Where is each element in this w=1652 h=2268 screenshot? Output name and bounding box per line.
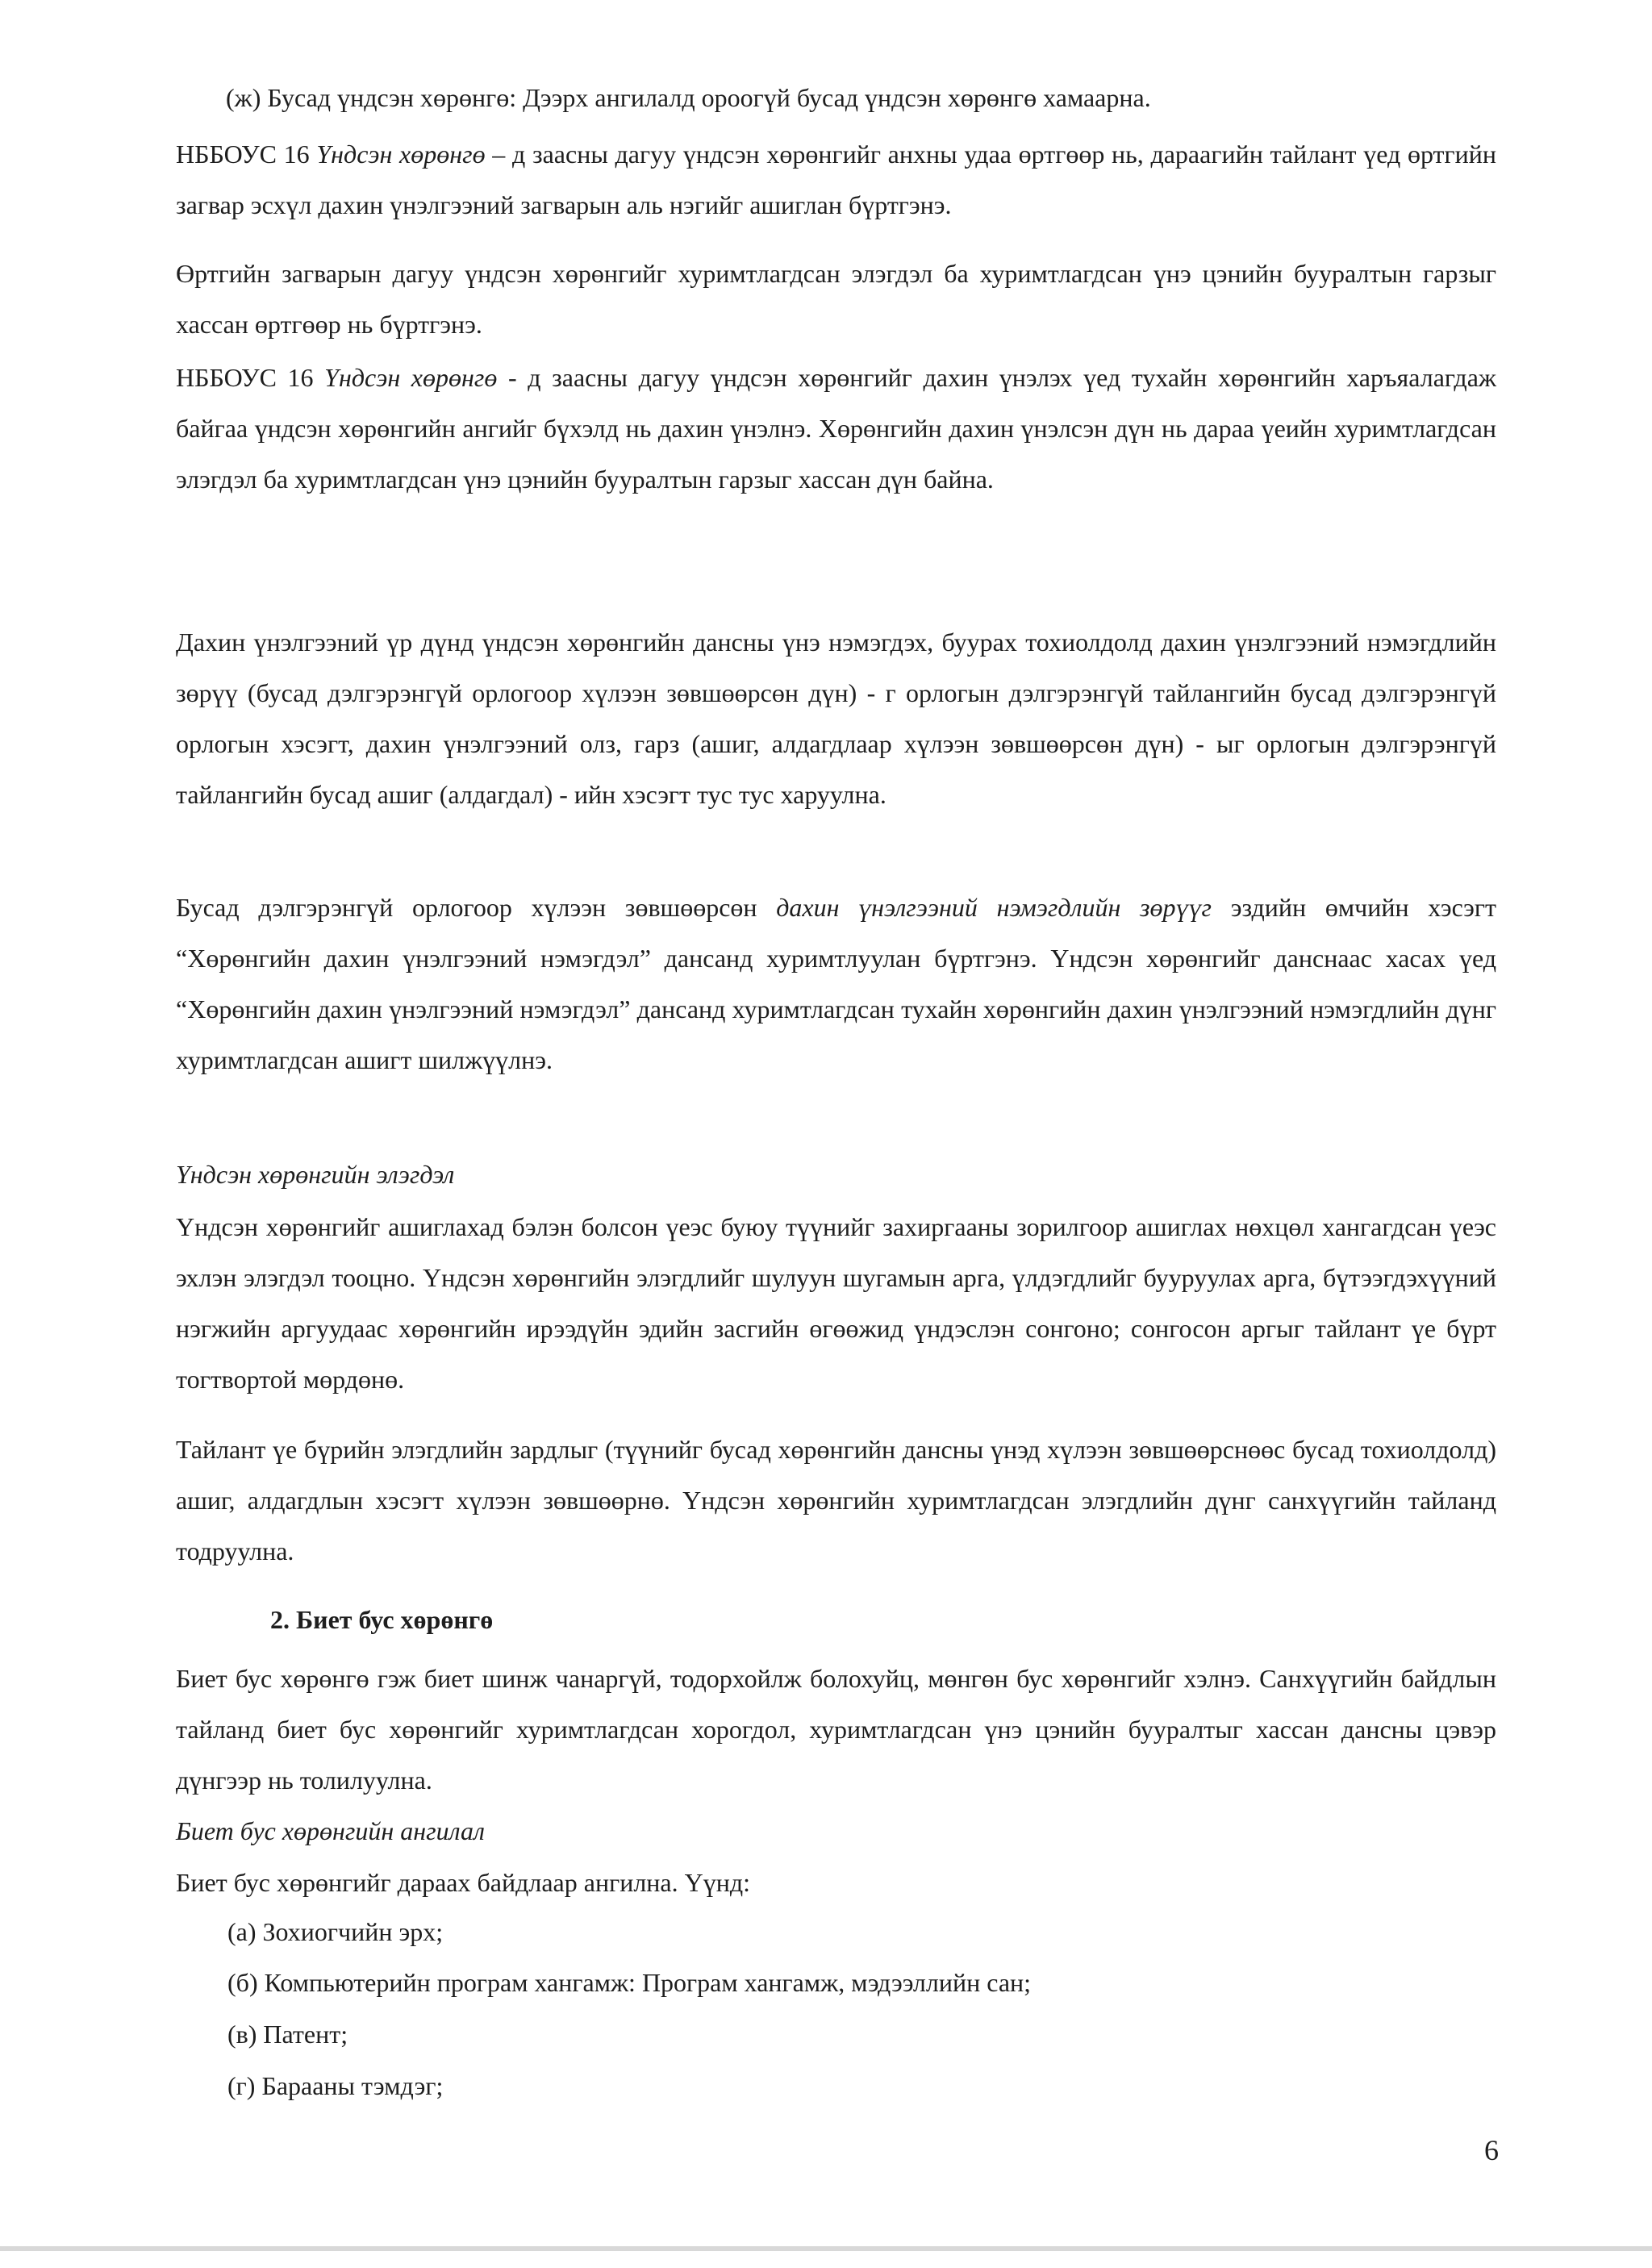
paragraph-revaluation [176, 352, 1496, 505]
text: эздийн өмчийн хэсэгт “Хөрөнгийн дахин үнэлгээний нэмэгдэл” дансанд хуримтлуулан бүртгэнэ. Үндсэн хөрөнгийг данснаас хасах үед “Хөрөнгийн дахин үнэлгээний нэмэгдэл” дансанд хуримтлагдсан тухайн хөрөнгийн дахин үнэлгээний нэмэгдлийн дүнг хуримтлагдсан ашигт шилжүүлнэ. [176, 893, 1497, 1074]
paragraph-intangible-definition: Биет бус хөрөнгө гэж биет шинж чанаргүй, тодорхойлж болохуйц, мөнгөн бус хөрөнгийг хэлнэ. Санхүүгийн байдлын тайланд биет бус хөрөнгийг хуримтлагдсан хорогдол, хуримтлагдсан үнэ цэнийн бууралтыг хассан дансны цэвэр дүнгээр нь толилуулна. [176, 1664, 1496, 1795]
subheading-intangible-classes: Биет бус хөрөнгийн ангилал [176, 1816, 485, 1845]
paragraph-cost-model: Өртгийн загварын дагуу үндсэн хөрөнгийг хуримтлагдсан элэгдэл ба хуримтлагдсан үнэ цэнийн бууралтын гарзыг хассан өртгөөр нь бүртгэнэ. [176, 259, 1496, 339]
text: Бусад дэлгэрэнгүй орлогоор хүлээн зөвшөөрсөн [176, 893, 777, 922]
list-item: (г) Барааны тэмдэг; [227, 2071, 444, 2100]
italic-term: Үндсэн хөрөнгө [324, 363, 498, 392]
italic-term: дахин үнэлгээний нэмэгдлийн зөрүүг [776, 893, 1212, 922]
text: НББОУС 16 [176, 140, 317, 169]
paragraph-item-zh: (ж) Бусад үндсэн хөрөнгө: Дээрх ангилалд ороогүй бусад үндсэн хөрөнгө хамаарна. [226, 83, 1151, 112]
page-number: 6 [1484, 2134, 1499, 2166]
subheading-depreciation: Үндсэн хөрөнгийн элэгдэл [176, 1160, 455, 1189]
paragraph-intangible-intro: Биет бус хөрөнгийг дараах байдлаар ангилна. Үүнд: [176, 1868, 751, 1897]
italic-term: Үндсэн хөрөнгө [316, 140, 486, 169]
paragraph-revaluation-surplus [176, 882, 1496, 1086]
list-item: (в) Патент; [227, 2020, 348, 2049]
list-item: (б) Компьютерийн програм хангамж: Програм хангамж, мэдээллийн сан; [227, 1968, 1032, 1997]
text: - д заасны дагуу үндсэн хөрөнгийг дахин үнэлэх үед тухайн хөрөнгийн харъяалагдаж байгаа үндсэн хөрөнгийн ангийг бүхэлд нь дахин үнэлнэ. Хөрөнгийн дахин үнэлсэн дүн нь дараа үеийн хуримтлагдсан элэгдэл ба хуримтлагдсан үнэ цэнийн бууралтын гарзыг хассан дүн байна. [176, 363, 1497, 494]
paragraph-depreciation-expense: Тайлант үе бүрийн элэгдлийн зардлыг (түүнийг бусад хөрөнгийн дансны үнэд хүлээн зөвшөөрснөөс бусад тохиолдолд) ашиг, алдагдлын хэсэгт хүлээн зөвшөөрнө. Үндсэн хөрөнгийн хуримтлагдсан элэгдлийн дүнг санхүүгийн тайланд тодруулна. [176, 1435, 1496, 1566]
text: – д заасны дагуу үндсэн хөрөнгийг анхны удаа өртгөөр нь, дараагийн тайлант үед өртгийн загвар эсхүл дахин үнэлгээний загварын аль нэгийг ашиглан бүртгэнэ. [176, 140, 1497, 219]
paragraph-depreciation: Үндсэн хөрөнгийг ашиглахад бэлэн болсон үеэс буюу түүнийг захиргааны зорилгоор ашиглах нөхцөл хангагдсан үеэс эхлэн элэгдэл тооцно. Үндсэн хөрөнгийн элэгдлийг шулуун шугамын арга, үлдэгдлийг бууруулах арга, бүтээгдэхүүний нэгжийн аргуудаас хөрөнгийн ирээдүйн эдийн засгийн өгөөжид үндэслэн сонгоно; сонгосон аргыг тайлант үе бүрт тогтвортой мөрдөнө. [176, 1212, 1496, 1394]
paragraph-revaluation-result: Дахин үнэлгээний үр дүнд үндсэн хөрөнгийн дансны үнэ нэмэгдэх, буурах тохиолдолд дахин үнэлгээний нэмэгдлийн зөрүү (бусад дэлгэрэнгүй орлогоор хүлээн зөвшөөрсөн дүн) - г орлогын дэлгэрэнгүй тайлангийн бусад дэлгэрэнгүй орлогын хэсэгт, дахин үнэлгээний олз, гарз (ашиг, алдагдлаар хүлээн зөвшөөрсөн дүн) - ыг орлогын дэлгэрэнгүй тайлангийн бусад ашиг (алдагдал) - ийн хэсэгт тус тус харуулна. [176, 627, 1496, 809]
text: НББОУС 16 [176, 363, 325, 392]
paragraph-nbbous-initial [176, 129, 1496, 231]
section-heading-intangible: 2. Биет бус хөрөнгө [270, 1605, 494, 1634]
list-item: (а) Зохиогчийн эрх; [227, 1917, 444, 1946]
scan-edge-divider [0, 2246, 1652, 2251]
